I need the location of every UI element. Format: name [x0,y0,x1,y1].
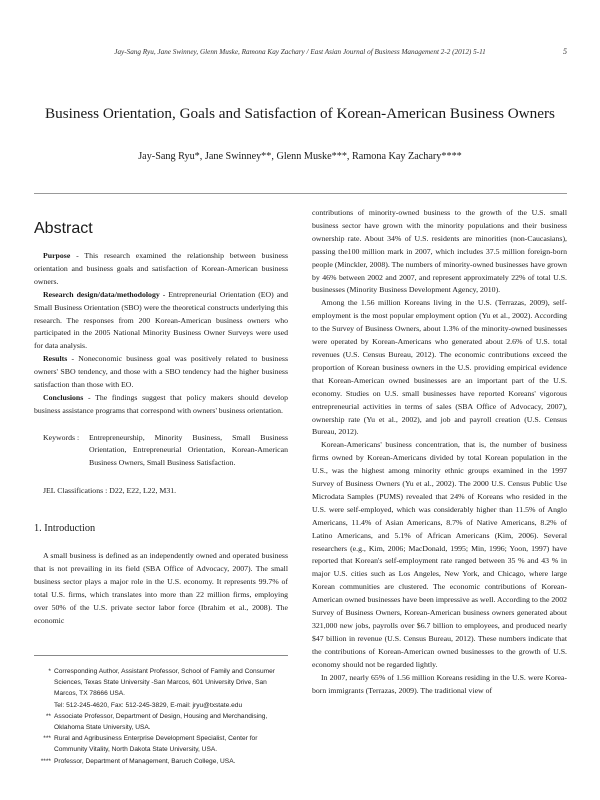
author-list: Jay-Sang Ryu*, Jane Swinney**, Glenn Muske***, Ramona Kay Zachary**** [138,151,462,162]
footnote-mark: *** [43,735,51,743]
footnote-text: Rural and Agribusiness Enterprise Development Specialist, Center for Community Vitality, North Dakota State University, USA. [54,735,258,754]
conclusions-label: Conclusions [43,392,84,402]
left-column [34,212,288,628]
body-paragraph: In 2007, nearly 65% of 1.56 million Koreans residing in the U.S. were Korea-born immigrants (Terrazas, 2009). The traditional view of [312,672,567,695]
footnote-mark: **** [40,757,51,765]
footnote-text: Associate Professor, Department of Design, Housing and Merchandising, Oklahoma State University, USA. [54,712,268,732]
body-paragraph: Korean-Americans' business concentration, that is, the number of business firms owned by Korean-Americans divided by total Korean population in the U.S., was the highest among minority ethnic groups examined in the 1997 Survey of Business Owners (Yu et al., 2002). The 2000 U.S. Census Public Use Microdata Samples (PUMS) revealed that 24% of Koreans who resided in the U.S. were self-employed, which was considerably higher than 11.5% of Anglo Americans, 11.4% of Asian Americans, 8.7% of Native Americans, 8.2% of Latino Americans, and 5.1% of African Americans (Kim, 2006). Several researchers (e.g., Kim, 2006; MacDonald, 1995; Min, 1996; Yoon, 1997) have reported that Korean's self-employment rate ranged between 35 % and 43 % in major U.S. cities such as Los Angeles, New York, and Chicago, where large Korean communities are clustered. The economic contributions of Korean-American owned businesses have been impressive as well. According to the 2002 Survey of Business Owners, Korean-American business owners generated about 321,000 new jobs, payrolls over $6.7 billion to employees, and produced nearly $47 billion in revenue (U.S. Census Bureau, 2012). These numbers indicate that the contributions of Korean-American owned businesses to the growth of U.S. economy should not be regarded lightly. [312,440,567,669]
footnote [34,756,288,767]
footnote-mark: ** [45,712,51,720]
abstract-body [34,250,288,418]
abstract-conclusions [34,392,288,418]
abstract-design [34,289,288,354]
footnote-mark: * [48,668,51,675]
footnote [34,711,288,733]
right-column [312,207,567,697]
purpose-label: Purpose [43,251,71,260]
keywords [34,432,288,470]
design-text: - Entrepreneurial Orientation (EO) and Small Business Orientation (SBO) were the theoretical constructs underlying this research. The responses from 200 Korean-American business owners who participated in the 2005 National Minority Business Owner Surveys were used for data analysis. [34,289,288,351]
footnote-text: Professor, Department of Management, Baruch College, USA. [54,757,236,765]
abstract-purpose [34,250,288,289]
running-head: Jay-Sang Ryu, Jane Swinney, Glenn Muske, Ramona Kay Zachary / East Asian Journal of Business Management 2-2 (2012) 5-11 [114,48,486,56]
body-paragraph: contributions of minority-owned business to the growth of the U.S. small business sector have grown with the minority populations and their business ownership rate. About 34% of U.S. residents are minorities (non-Caucasians), passing the100 million mark in 2007, which includes 37.5 million foreign-born people (Minckler, 2008). The numbers of minority-owned businesses have grown by 46% between 2002 and 2007, and represent approximately 22% of total U.S. businesses (Minority Business Development Agency, 2010). [312,208,567,295]
results-label: Results [43,354,68,364]
footnote [34,700,288,711]
header-divider [34,193,567,194]
article-title: Business Orientation, Goals and Satisfaction of Korean-American Business Owners [45,105,555,122]
purpose-text: - This research examined the relationship between business orientation and business goals and satisfaction of Korean-American business owners. [34,251,288,286]
introduction-heading: 1. Introduction [34,523,96,535]
keywords-value: Entrepreneurship, Minority Business, Small Business Orientation, Entrepreneurial Orientation, Korean-American Business Owners, Small Business Satisfaction. [89,432,288,467]
footnote-text: Tel: 512-245-4620, Fax: 512-245-3829, E-mail: jryu@txstate.edu [54,701,243,709]
design-label: Research design/data/methodology [43,289,160,299]
page-number: 5 [563,47,567,56]
abstract-results [34,353,288,392]
keywords-label: Keywords : [43,432,80,442]
jel-classifications: JEL Classifications : D22, E22, L22, M31. [43,486,177,496]
results-text: - Noneconomic business goal was positively related to business owners' SBO tendency, and those with a SBO tendency had the higher business satisfaction than those with EO. [34,354,288,390]
footnote [34,666,288,700]
footnote [34,733,288,755]
footnote-text: Corresponding Author, Assistant Professor, School of Family and Consumer Sciences, Texas State University -San Marcos, 601 University Drive, San Marcos, TX 78666 USA. [54,668,276,698]
footnotes [34,655,288,767]
body-paragraph: Among the 1.56 million Koreans living in the U.S. (Terrazas, 2009), self-employment is the most popular employment option (Yu et al., 2002). According to the Survey of Business Owners, about 1.3% of the minority-owned businesses were operated by Korean-Americans who generated about 2.6% of U.S. total revenues (U.S. Census Bureau, 2012). The economic contributions exceed the proportion of Korean business owners in the U.S. providing empirical evidence that Korean-American owned businesses are an important part of the U.S. economy. Studies on U.S. small businesses have reported Koreans' vigorous entrepreneurial activities in terms of sales (SBA Office of Advocacy, 2007), ownership rate (Yu et al., 2002), and job and payroll creation (U.S. Census Bureau, 2012). [312,298,567,437]
introduction-paragraph: A small business is defined as an independently owned and operated business that is not prevailing in its field (SBA Office of Advocacy, 2007). The small business sector plays a major role in the U.S. economy. It represents 99.7% of total U.S. firms, which translates into more than 22 million firms, employing over 50% of the U.S. private sector labor force (Ibrahim et al., 2008). The economic [34,551,288,625]
conclusions-text: - The findings suggest that policy makers should develop business assistance programs that correspond with owners' business orientation. [34,392,288,415]
abstract-heading: Abstract [34,220,93,237]
